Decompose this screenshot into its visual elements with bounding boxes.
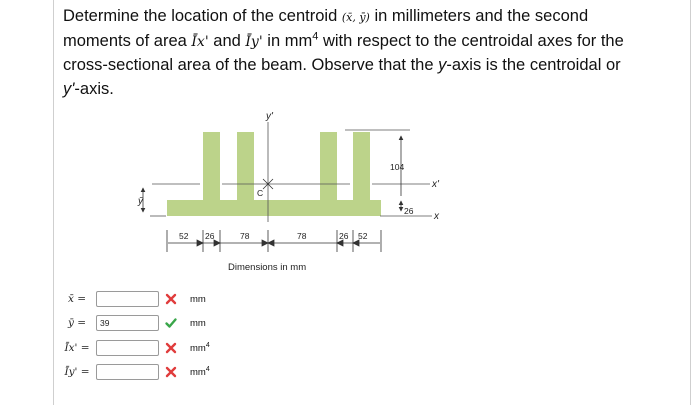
label-ybar: ȳ: [138, 196, 143, 207]
answer-row-ybar: [58, 314, 206, 332]
figure-caption: Dimensions in mm: [228, 262, 307, 273]
problem-text: Determine the location of the centroid: [63, 7, 338, 25]
label-52-right: 52: [358, 231, 368, 241]
label-26-right: 26: [339, 231, 349, 241]
ix-symbol: Īx': [191, 33, 209, 50]
beam-section: [167, 132, 381, 216]
problem-text: in mm: [267, 31, 313, 50]
problem-text: -axis.: [74, 79, 114, 98]
answer-label: Īx' =: [64, 342, 90, 354]
iy-input[interactable]: [96, 364, 159, 380]
label-x-prime: x': [432, 179, 439, 190]
flange: [167, 200, 381, 216]
label-26-left: 26: [205, 231, 215, 241]
web-right-outer: [353, 132, 370, 200]
label-104: 104: [390, 162, 405, 172]
problem-text: and: [213, 31, 241, 50]
unit-label: $mm^4$: [190, 365, 210, 379]
label-78-right: 78: [297, 231, 307, 241]
exponent: 4: [312, 30, 319, 42]
label-centroid: C: [257, 188, 264, 198]
answer-row-iy: [58, 363, 210, 381]
unit-label: $mm^4$: [190, 341, 210, 355]
ybar-input[interactable]: [96, 315, 159, 331]
ix-input[interactable]: [96, 340, 159, 356]
web-left-outer: [203, 132, 220, 200]
answer-row-xbar: [58, 290, 206, 308]
cross-icon: [164, 365, 178, 379]
answer-row-ix: [58, 339, 210, 357]
xbar-input[interactable]: [96, 291, 159, 307]
problem-text: moments of area: [63, 31, 187, 50]
web-right-inner: [320, 132, 337, 200]
problem-text: -axis is the centroidal or: [446, 56, 621, 74]
problem-text: cross-sectional area of the beam. Observe that the: [63, 56, 434, 74]
horizontal-dimensions: [167, 230, 381, 252]
label-26-vertical: 26: [404, 206, 414, 216]
cross-icon: [164, 292, 178, 306]
answer-label: x̄ =: [67, 293, 87, 305]
label-y-prime: y': [266, 111, 273, 122]
iy-symbol: Īy': [245, 33, 263, 50]
y-axis-symbol: y: [438, 56, 447, 74]
web-left-inner: [237, 132, 254, 200]
answer-label: ȳ =: [67, 317, 87, 329]
answer-label: Īy' =: [64, 366, 90, 378]
check-icon: [164, 316, 178, 330]
unit-label: mm: [190, 293, 206, 305]
centroid-symbol: (x̄, ȳ): [341, 11, 370, 24]
label-78-left: 78: [240, 231, 250, 241]
problem-text: in millimeters and the second: [374, 7, 589, 25]
unit-label: mm: [190, 317, 206, 329]
label-x: x: [434, 211, 439, 222]
problem-text: with respect to the centroidal axes for the: [322, 31, 624, 50]
cross-icon: [164, 341, 178, 355]
label-52-left: 52: [179, 231, 189, 241]
y-prime-symbol: y': [63, 79, 75, 98]
